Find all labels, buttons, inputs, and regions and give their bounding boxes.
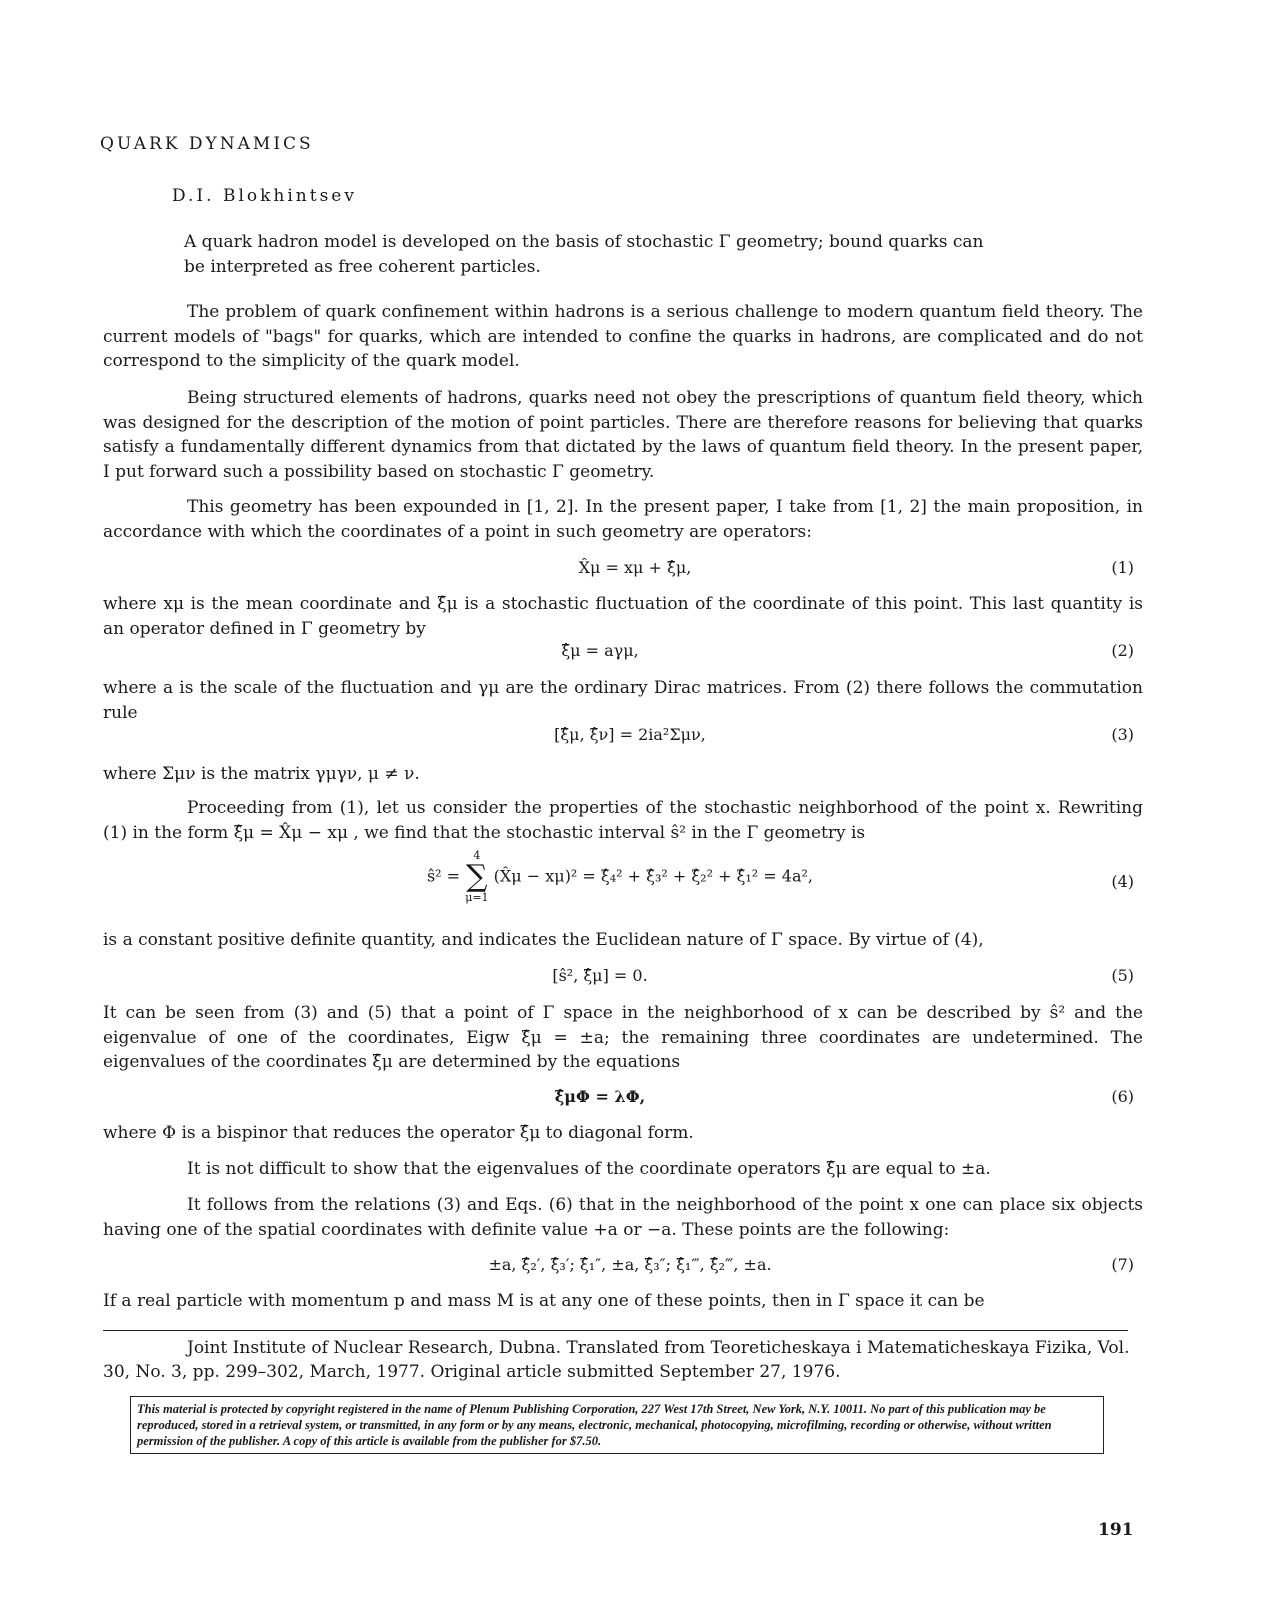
- paragraph-4-text: where xμ is the mean coordinate and ξ̂μ is a stochastic fluctuation of the coordinate of this point. This last quantity is an operator defined in Γ geometry by: [103, 594, 1143, 639]
- footnote-text: Joint Institute of Nuclear Research, Dubna. Translated from Teoreticheskaya i Matematicheskaya Fizika, Vol. 30, No. 3, pp. 299–302, March, 1977. Original article submitted September 27, 1976.: [103, 1338, 1130, 1382]
- equation-4-rhs: (X̂μ − xμ)² = ξ̂₄² + ξ̂₃² + ξ̂₂² + ξ̂₁² = 4a²,: [493, 866, 814, 886]
- equation-4-number: (4): [1111, 872, 1134, 891]
- paragraph-6-text: where Σμν is the matrix γμγν, μ ≠ ν.: [103, 764, 420, 784]
- equation-2-body: ξ̂μ = aγμ,: [561, 641, 639, 660]
- paragraph-13: [103, 1289, 1143, 1314]
- equation-4-sum-bottom: μ=1: [465, 891, 489, 904]
- equation-4-lhs: ŝ² =: [426, 866, 461, 886]
- footnote-divider: [103, 1330, 1128, 1331]
- equation-7-body: ±a, ξ̂₂′, ξ̂₃′; ξ̂₁″, ±a, ξ̂₃″; ξ̂₁‴, ξ̂₂‴, ±a.: [488, 1255, 772, 1274]
- equation-4-sum-top: 4: [473, 849, 481, 862]
- sigma-symbol: ∑: [466, 859, 488, 894]
- paragraph-9-text: It can be seen from (3) and (5) that a point of Γ space in the neighborhood of x can be described by ŝ² and the eigenvalue of one of the coordinates, Eigw ξ̂μ = ±a; the remaining three coordinates are undetermined. The eigenvalues of the coordinates ξ̂μ are determined by the equations: [103, 1003, 1143, 1072]
- copyright-notice: This material is protected by copyright registered in the name of Plenum Publishing Corporation, 227 West 17th Street, New York, N.Y. 10011. No part of this publication may be reproduced, stored in a retrieval system, or transmitted, in any form or by any means, electronic, mechanical, photocopying, microfilming, recording or otherwise, without written permission of the publisher. A copy of this article is available from the publisher for $7.50.: [130, 1396, 1104, 1454]
- paragraph-10: [103, 1121, 1143, 1146]
- equation-6-body: ξ̂μΦ = λΦ,: [554, 1087, 646, 1106]
- paragraph-3: [103, 495, 1143, 544]
- equation-4-body: [420, 850, 820, 904]
- abstract: A quark hadron model is developed on the basis of stochastic Γ geometry; bound quarks can be interpreted as free coherent particles.: [184, 232, 984, 277]
- footnote: [103, 1336, 1133, 1384]
- paragraph-9: [103, 1001, 1143, 1075]
- paragraph-12: [103, 1193, 1143, 1242]
- paragraph-7: [103, 796, 1143, 845]
- equation-2-number: (2): [1111, 641, 1134, 660]
- equation-7-number: (7): [1111, 1255, 1134, 1274]
- equation-1-body: X̂μ = xμ + ξ̂μ,: [578, 558, 692, 577]
- paragraph-1-text: The problem of quark confinement within hadrons is a serious challenge to modern quantum field theory. The current models of "bags" for quarks, which are intended to confine the quarks in hadrons, are complicated and do not correspond to the simplicity of the quark model.: [103, 302, 1143, 371]
- paper-title: QUARK DYNAMICS: [100, 134, 314, 154]
- paragraph-11: [103, 1157, 1143, 1182]
- author-name: D.I. Blokhintsev: [172, 186, 357, 206]
- paragraph-8: [103, 928, 1143, 953]
- equation-6-number: (6): [1111, 1087, 1134, 1106]
- paragraph-1: [103, 300, 1143, 374]
- paragraph-10-text: where Φ is a bispinor that reduces the operator ξ̂μ to diagonal form.: [103, 1123, 694, 1143]
- paragraph-5-text: where a is the scale of the fluctuation and γμ are the ordinary Dirac matrices. From (2) there follows the commutation rule: [103, 678, 1143, 723]
- equation-1-number: (1): [1111, 558, 1134, 577]
- paragraph-4: [103, 592, 1143, 641]
- equation-3-number: (3): [1111, 725, 1134, 744]
- paragraph-13-text: If a real particle with momentum p and mass M is at any one of these points, then in Γ space it can be: [103, 1291, 985, 1311]
- equation-5-number: (5): [1111, 966, 1134, 985]
- paragraph-6: [103, 762, 1143, 787]
- page-number: 191: [1098, 1520, 1134, 1540]
- paragraph-8-text: is a constant positive definite quantity, and indicates the Euclidean nature of Γ space. By virtue of (4),: [103, 930, 984, 950]
- paragraph-5: [103, 676, 1143, 725]
- paragraph-2-text: Being structured elements of hadrons, quarks need not obey the prescriptions of quantum field theory, which was designed for the description of the motion of point particles. There are therefore reasons for believing that quarks satisfy a fundamentally different dynamics from that dictated by the laws of quantum field theory. In the present paper, I put forward such a possibility based on stochastic Γ geometry.: [103, 388, 1143, 482]
- paragraph-3-text: This geometry has been expounded in [1, 2]. In the present paper, I take from [1, 2] the main proposition, in accordance with which the coordinates of a point in such geometry are operators:: [103, 497, 1143, 542]
- equation-4-sum: [465, 850, 488, 904]
- paragraph-7-text: Proceeding from (1), let us consider the properties of the stochastic neighborhood of the point x. Rewriting (1) in the form ξ̂μ = X̂μ − xμ , we find that the stochastic interval ŝ² in the Γ geometry is: [103, 798, 1143, 843]
- paragraph-11-text: It is not difficult to show that the eigenvalues of the coordinate operators ξ̂μ are equal to ±a.: [187, 1159, 991, 1179]
- equation-5-body: [ŝ², ξ̂μ] = 0.: [552, 966, 648, 985]
- equation-3-body: [ξ̂μ, ξ̂ν] = 2ia²Σμν,: [554, 725, 706, 744]
- paragraph-12-text: It follows from the relations (3) and Eqs. (6) that in the neighborhood of the point x one can place six objects having one of the spatial coordinates with definite value +a or −a. These points are the following:: [103, 1195, 1143, 1240]
- paragraph-2: [103, 386, 1143, 484]
